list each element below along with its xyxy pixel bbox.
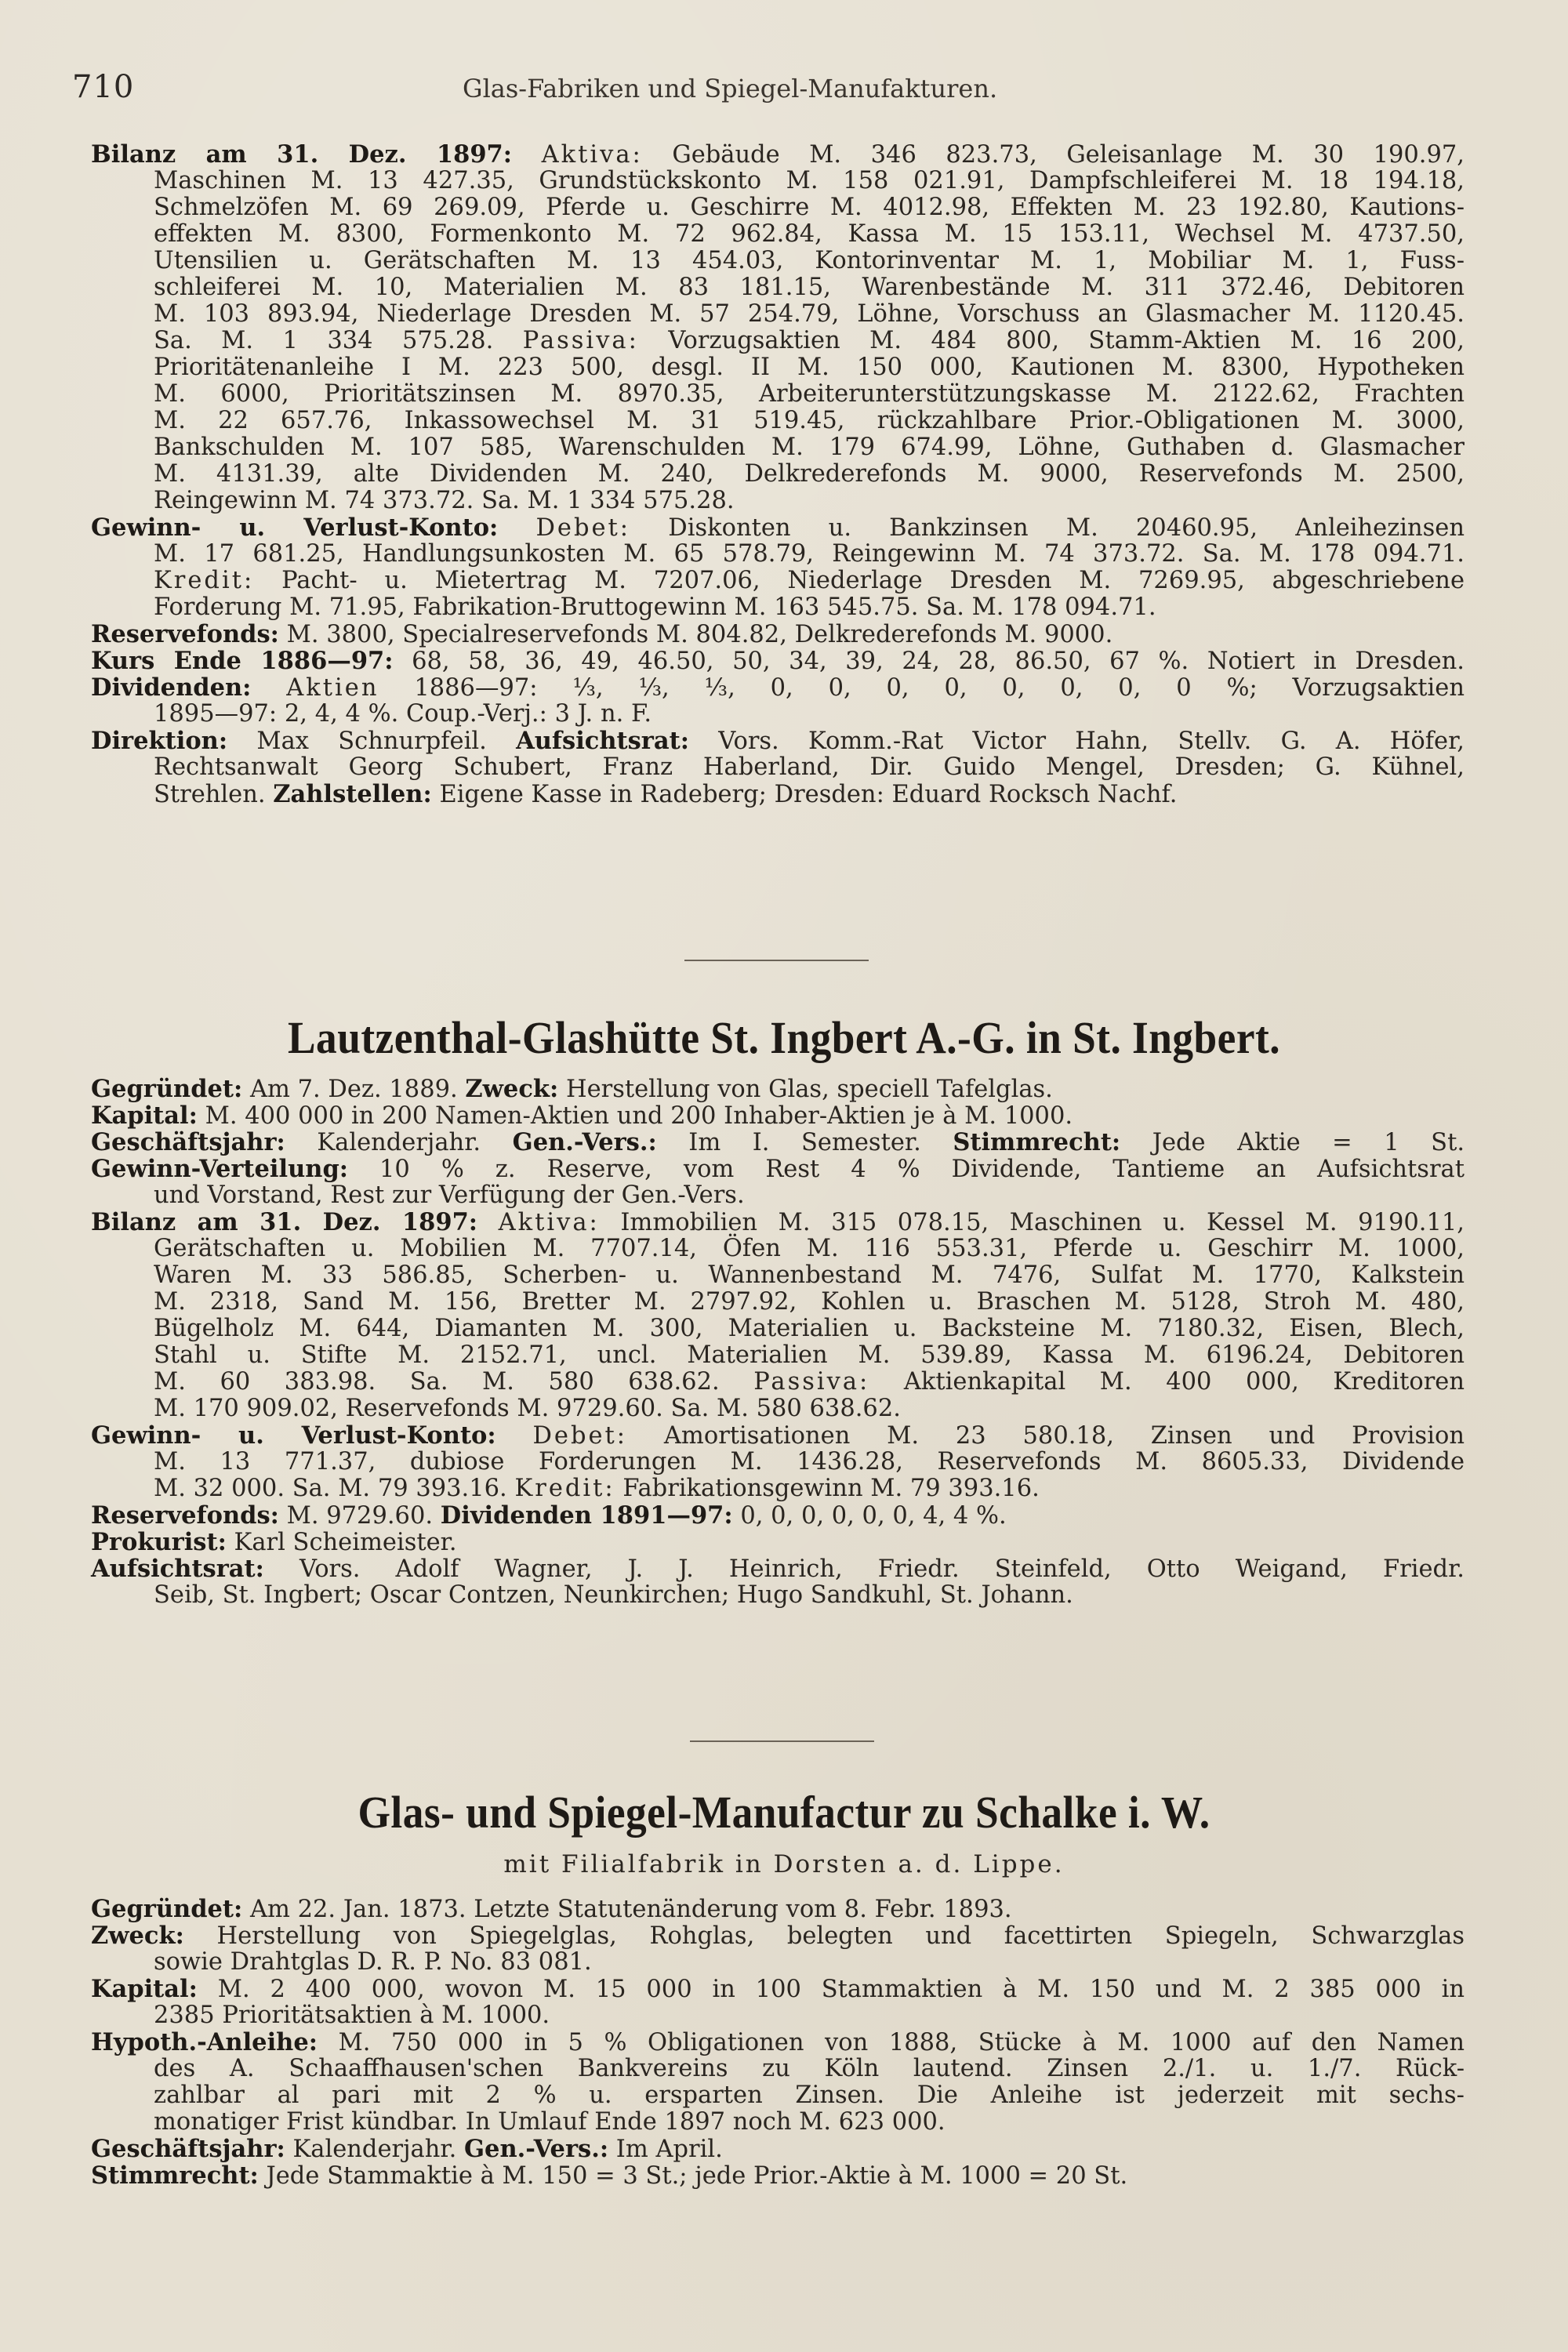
text-line: Rechtsanwalt Georg Schubert, Franz Haberland, Dir. Guido Mengel, Dresden; G. Kühnel, xyxy=(154,753,1465,781)
text-line: monatiger Frist kündbar. In Umlauf Ende 1897 noch M. 623 000. xyxy=(154,2108,946,2136)
field-label: Gegründet: xyxy=(91,1895,243,1923)
field-label: Prokurist: xyxy=(91,1528,227,1556)
text-line: Geschäftsjahr: Kalenderjahr. Gen.-Vers.: Im I. Semester. Stimmrecht: Jede Aktie = 1 St. xyxy=(91,1128,1465,1156)
field-label: Bilanz am 31. Dez. 1897: xyxy=(91,1208,478,1236)
text-line: Bügelholz M. 644, Diamanten M. 300, Materialien u. Backsteine M. 7180.32, Eisen, Blech, xyxy=(154,1315,1465,1342)
text-line: Geschäftsjahr: Kalenderjahr. Gen.-Vers.: Im April. xyxy=(91,2135,723,2163)
field-label: Geschäftsjahr: xyxy=(91,2135,285,2163)
field-label: Hypoth.-Anleihe: xyxy=(91,2028,318,2056)
field-label: Gen.-Vers.: xyxy=(464,2135,609,2163)
text-line: Kapital: M. 400 000 in 200 Namen-Aktien und 200 Inhaber-Aktien je à M. 1000. xyxy=(91,1102,1073,1130)
text-line: M. 6000, Prioritätszinsen M. 8970.35, Arbeiterunterstützungskasse M. 2122.62, Frachten xyxy=(154,380,1465,408)
text-line: und Vorstand, Rest zur Verfügung der Gen.-Vers. xyxy=(154,1181,745,1209)
field-label: Stimmrecht: xyxy=(953,1128,1121,1156)
text-line: Gegründet: Am 22. Jan. 1873. Letzte Statutenänderung vom 8. Febr. 1893. xyxy=(91,1895,1012,1923)
field-label: Dividenden 1891—97: xyxy=(440,1501,733,1530)
field-label: Reservefonds: xyxy=(91,620,279,648)
field-label: Aufsichtsrat: xyxy=(516,727,689,755)
section-divider xyxy=(684,960,869,961)
field-label: Zweck: xyxy=(465,1075,559,1103)
text-line: M. 17 681.25, Handlungsunkosten M. 65 578.79, Reingewinn M. 74 373.72. Sa. M. 178 094.71. xyxy=(154,540,1465,568)
text-line: sowie Drahtglas D. R. P. No. 83 081. xyxy=(154,1948,592,1976)
company-title: Lautzenthal-Glashütte St. Ingbert A.-G. in St. Ingbert. xyxy=(287,1012,1281,1063)
field-label: Zahlstellen: xyxy=(273,780,432,808)
field-label: Gewinn-Verteilung: xyxy=(91,1155,349,1183)
text-line: Hypoth.-Anleihe: M. 750 000 in 5 % Obligationen von 1888, Stücke à M. 1000 auf den Namen xyxy=(91,2028,1465,2056)
field-label: Kapital: xyxy=(91,1102,198,1130)
text-line: Reservefonds: M. 3800, Specialreservefonds M. 804.82, Delkrederefonds M. 9000. xyxy=(91,620,1113,648)
field-label: Direktion: xyxy=(91,727,228,755)
text-line: M. 103 893.94, Niederlage Dresden M. 57 254.79, Löhne, Vorschuss an Glasmacher M. 1120.45. xyxy=(154,300,1465,328)
text-line: Utensilien u. Gerätschaften M. 13 454.03, Kontorinventar M. 1, Mobiliar M. 1, Fuss- xyxy=(154,247,1465,274)
spaced-label: Aktiva: xyxy=(541,141,643,169)
field-label: Gewinn- u. Verlust-Konto: xyxy=(91,1421,496,1450)
spaced-label: Aktien xyxy=(286,674,379,702)
text-line: Forderung M. 71.95, Fabrikation-Bruttogewinn M. 163 545.75. Sa. M. 178 094.71. xyxy=(154,593,1156,621)
field-label: Aufsichtsrat: xyxy=(91,1555,264,1583)
text-line: M. 22 657.76, Inkassowechsel M. 31 519.45, rückzahlbare Prior.-Obligationen M. 3000, xyxy=(154,407,1465,434)
text-line: Aufsichtsrat: Vors. Adolf Wagner, J. J. Heinrich, Friedr. Steinfeld, Otto Weigand, Friedr. xyxy=(91,1555,1465,1583)
field-label: Gewinn- u. Verlust-Konto: xyxy=(91,514,499,542)
text-line: Stahl u. Stifte M. 2152.71, uncl. Materialien M. 539.89, Kassa M. 6196.24, Debitoren xyxy=(154,1341,1465,1369)
text-line: Gewinn- u. Verlust-Konto: Debet: Amortisationen M. 23 580.18, Zinsen und Provision xyxy=(91,1421,1465,1450)
text-line: Kurs Ende 1886—97: 68, 58, 36, 49, 46.50, 50, 34, 39, 24, 28, 86.50, 67 %. Notiert in Dresden. xyxy=(91,647,1465,675)
text-line: Kredit: Pacht- u. Mietertrag M. 7207.06, Niederlage Dresden M. 7269.95, abgeschriebene xyxy=(154,567,1465,594)
page-header xyxy=(72,69,1499,108)
text-line: Reingewinn M. 74 373.72. Sa. M. 1 334 575.28. xyxy=(154,487,735,514)
text-line: M. 170 909.02, Reservefonds M. 9729.60. Sa. M. 580 638.62. xyxy=(154,1395,901,1422)
spaced-label: Debet: xyxy=(532,1422,628,1450)
text-line: 2385 Prioritätsaktien à M. 1000. xyxy=(154,2002,550,2029)
field-label: Dividenden: xyxy=(91,673,252,702)
text-line: M. 32 000. Sa. M. 79 393.16. Kredit: Fabrikationsgewinn M. 79 393.16. xyxy=(154,1475,1040,1502)
text-line: Direktion: Max Schnurpfeil. Aufsichtsrat: Vors. Komm.-Rat Victor Hahn, Stellv. G. A. Höfer, xyxy=(91,727,1465,755)
spaced-label: Passiva: xyxy=(753,1368,870,1396)
text-line: Gewinn- u. Verlust-Konto: Debet: Diskonten u. Bankzinsen M. 20460.95, Anleihezinsen xyxy=(91,514,1465,542)
company-subtitle: mit Filialfabrik in Dorsten a. d. Lippe. xyxy=(503,1850,1065,1878)
text-line: Stimmrecht: Jede Stammaktie à M. 150 = 3 St.; jede Prior.-Aktie à M. 1000 = 20 St. xyxy=(91,2161,1128,2190)
text-line: Dividenden: Aktien 1886—97: ⅓, ⅓, ⅓, 0, 0, 0, 0, 0, 0, 0, 0 %; Vorzugsaktien xyxy=(91,673,1465,702)
text-line: des A. Schaaffhausen'schen Bankvereins zu Köln lautend. Zinsen 2./1. u. 1./7. Rück- xyxy=(154,2055,1465,2082)
company-title: Glas- und Spiegel-Manufactur zu Schalke i. W. xyxy=(358,1787,1210,1838)
text-line: Kapital: M. 2 400 000, wovon M. 15 000 in 100 Stammaktien à M. 150 und M. 2 385 000 in xyxy=(91,1975,1465,2003)
text-line: M. 2318, Sand M. 156, Bretter M. 2797.92, Kohlen u. Braschen M. 5128, Stroh M. 480, xyxy=(154,1288,1465,1316)
text-line: Gerätschaften u. Mobilien M. 7707.14, Öfen M. 116 553.31, Pferde u. Geschirr M. 1000, xyxy=(154,1235,1465,1262)
section-divider xyxy=(690,1740,874,1742)
field-label: Gegründet: xyxy=(91,1075,243,1103)
text-line: Prioritätenanleihe I M. 223 500, desgl. II M. 150 000, Kautionen M. 8300, Hypotheken xyxy=(154,354,1465,381)
text-line: M. 13 771.37, dubiose Forderungen M. 1436.28, Reservefonds M. 8605.33, Dividende xyxy=(154,1448,1465,1475)
field-label: Geschäftsjahr: xyxy=(91,1128,285,1156)
page-number: 710 xyxy=(72,69,135,105)
text-line: Strehlen. Zahlstellen: Eigene Kasse in Radeberg; Dresden: Eduard Rocksch Nachf. xyxy=(154,780,1178,808)
text-line: Waren M. 33 586.85, Scherben- u. Wannenbestand M. 7476, Sulfat M. 1770, Kalkstein xyxy=(154,1261,1465,1289)
text-line: effekten M. 8300, Formenkonto M. 72 962.84, Kassa M. 15 153.11, Wechsel M. 4737.50, xyxy=(154,220,1465,248)
text-line: Bilanz am 31. Dez. 1897: Aktiva: Immobilien M. 315 078.15, Maschinen u. Kessel M. 9190.11, xyxy=(91,1208,1465,1236)
spaced-label: Debet: xyxy=(535,514,631,542)
field-label: Reservefonds: xyxy=(91,1501,279,1530)
text-line: Schmelzöfen M. 69 269.09, Pferde u. Geschirre M. 4012.98, Effekten M. 23 192.80, Kautions- xyxy=(154,194,1465,221)
text-line: Bankschulden M. 107 585, Warenschulden M. 179 674.99, Löhne, Guthaben d. Glasmacher xyxy=(154,434,1465,461)
field-label: Stimmrecht: xyxy=(91,2161,259,2190)
text-line: Zweck: Herstellung von Spiegelglas, Rohglas, belegten und facettirten Spiegeln, Schwarzglas xyxy=(91,1922,1465,1950)
text-line: Reservefonds: M. 9729.60. Dividenden 1891—97: 0, 0, 0, 0, 0, 0, 4, 4 %. xyxy=(91,1501,1007,1530)
field-label: Bilanz am 31. Dez. 1897: xyxy=(91,140,513,169)
spaced-label: Kredit: xyxy=(514,1475,615,1502)
text-line: M. 60 383.98. Sa. M. 580 638.62. Passiva: Aktienkapital M. 400 000, Kreditoren xyxy=(154,1368,1465,1396)
text-line: Seib, St. Ingbert; Oscar Contzen, Neunkirchen; Hugo Sandkuhl, St. Johann. xyxy=(154,1581,1073,1609)
text-line: Maschinen M. 13 427.35, Grundstückskonto M. 158 021.91, Dampfschleiferei M. 18 194.18, xyxy=(154,167,1465,194)
text-line: 1895—97: 2, 4, 4 %. Coup.-Verj.: 3 J. n. F. xyxy=(154,700,652,728)
field-label: Kurs Ende 1886—97: xyxy=(91,647,394,675)
text-line: Gegründet: Am 7. Dez. 1889. Zweck: Herstellung von Glas, speciell Tafelglas. xyxy=(91,1075,1053,1103)
spaced-label: Kredit: xyxy=(154,567,255,594)
running-title: Glas-Fabriken und Spiegel-Manufakturen. xyxy=(463,74,998,103)
field-label: Kapital: xyxy=(91,1975,198,2003)
text-line: Bilanz am 31. Dez. 1897: Aktiva: Gebäude M. 346 823.73, Geleisanlage M. 30 190.97, xyxy=(91,140,1465,169)
text-line: M. 4131.39, alte Dividenden M. 240, Delkrederefonds M. 9000, Reservefonds M. 2500, xyxy=(154,460,1465,488)
text-line: Prokurist: Karl Scheimeister. xyxy=(91,1528,457,1556)
field-label: Zweck: xyxy=(91,1922,184,1950)
text-line: Sa. M. 1 334 575.28. Passiva: Vorzugsaktien M. 484 800, Stamm-Aktien M. 16 200, xyxy=(154,327,1465,354)
text-line: Gewinn-Verteilung: 10 % z. Reserve, vom Rest 4 % Dividende, Tantieme an Aufsichtsrat xyxy=(91,1155,1465,1183)
spaced-label: Aktiva: xyxy=(498,1209,600,1236)
text-line: schleiferei M. 10, Materialien M. 83 181.15, Warenbestände M. 311 372.46, Debitoren xyxy=(154,274,1465,301)
field-label: Gen.-Vers.: xyxy=(512,1128,657,1156)
spaced-label: Passiva: xyxy=(522,327,639,354)
text-line: zahlbar al pari mit 2 % u. ersparten Zinsen. Die Anleihe ist jederzeit mit sechs- xyxy=(154,2082,1465,2109)
